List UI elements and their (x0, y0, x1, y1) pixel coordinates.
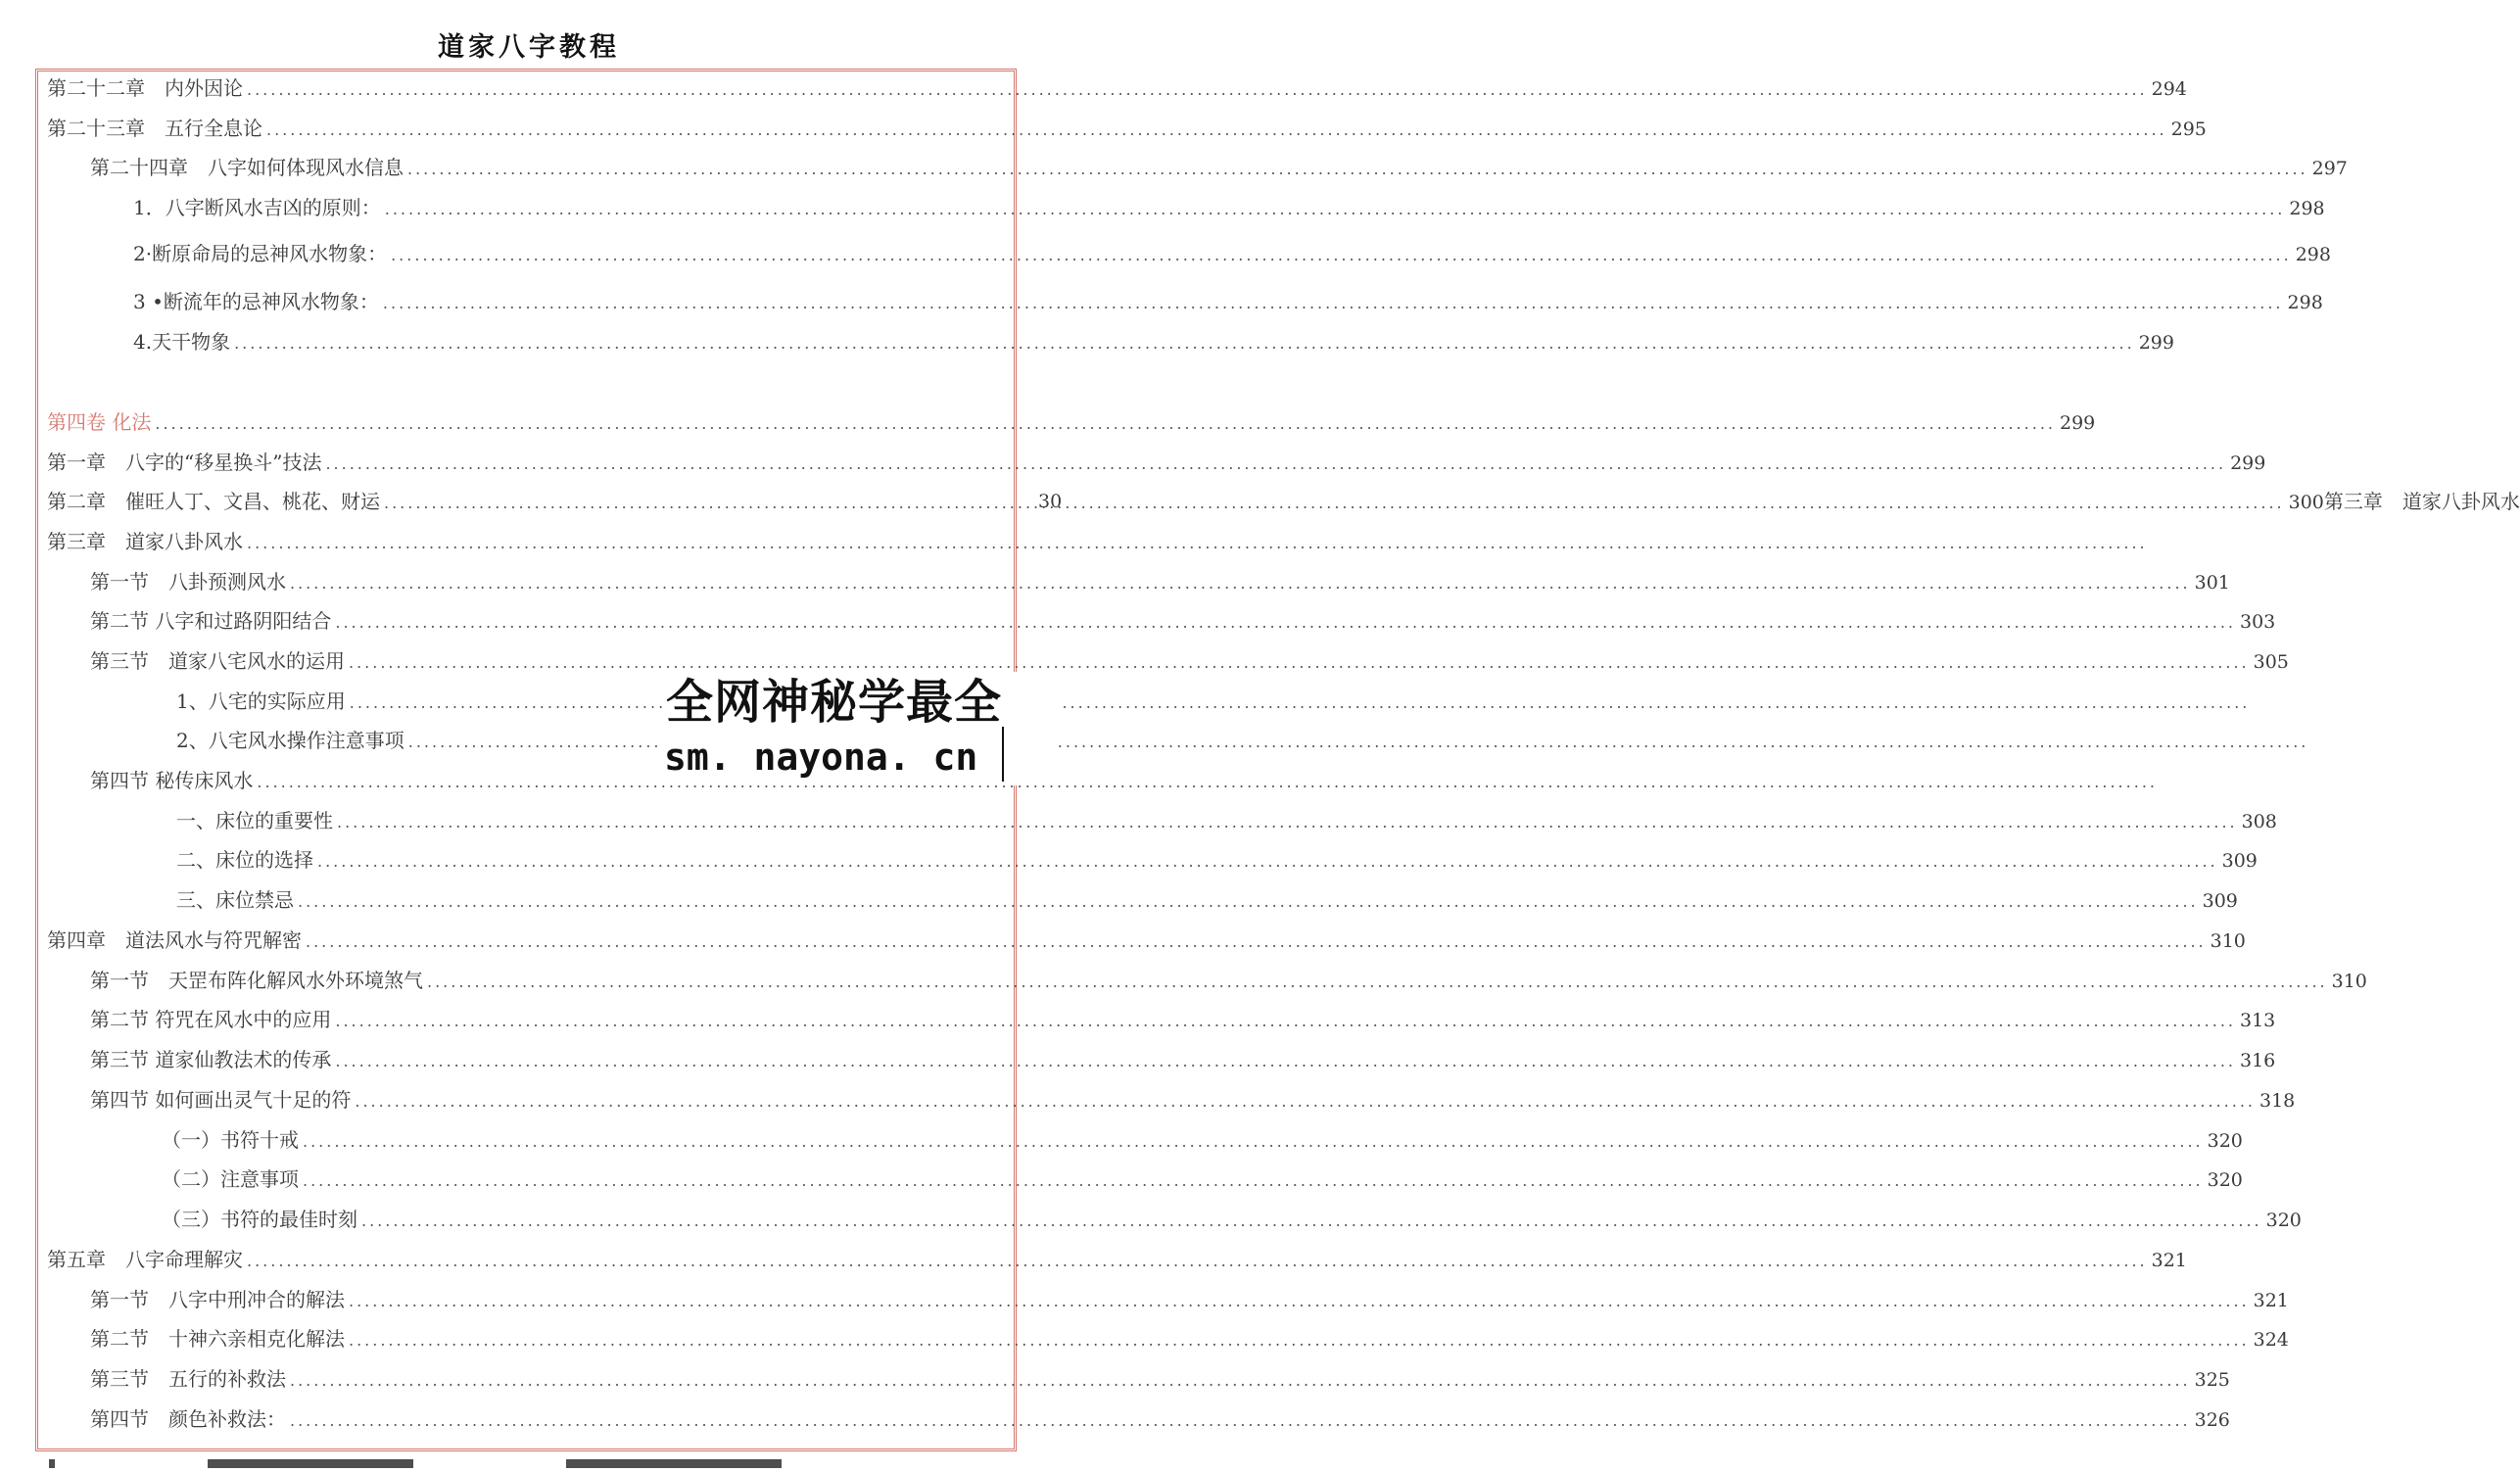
toc-entry (90, 1364, 2230, 1394)
toc-entry (162, 1164, 2243, 1194)
toc-entry-page: 324 (2253, 1329, 2289, 1351)
toc-entry-page: 299 (2138, 332, 2174, 354)
cropped-next-line (49, 1453, 1009, 1462)
toc-volume-heading (47, 407, 2096, 437)
leader-dots (355, 1087, 2256, 1116)
toc-entry (90, 1005, 2276, 1034)
leader-dots (335, 608, 2236, 638)
toc-entry-page: 294 (2151, 78, 2187, 100)
toc-entry (47, 487, 2520, 516)
leader-dots (266, 116, 2167, 145)
leader-dots (290, 1366, 2191, 1396)
toc-entry-page: 298 (2289, 198, 2325, 219)
toc-entry-title: 第四章 道法风水与符咒解密 (47, 928, 302, 952)
toc-entry-title: 第一章 八字的“移星换斗”技法 (47, 451, 322, 474)
toc-entry-title: 第二节 八字和过路阴阳结合 (90, 609, 332, 633)
leader-dots (349, 648, 2250, 678)
leader-dots (335, 1047, 2236, 1076)
leader-dots (303, 1127, 2204, 1157)
toc-entry-title: 一、床位的重要性 (176, 809, 333, 832)
leader-dots (349, 1326, 2250, 1355)
leader-dots (290, 569, 2191, 598)
toc-entry (162, 1125, 2243, 1155)
toc-entry (133, 193, 2325, 222)
leader-dots (361, 1207, 2262, 1236)
toc-entry-title: 第三节 道家八宅风水的运用 (90, 649, 345, 673)
leader-dots (306, 927, 2207, 957)
toc-entry-page: 320 (2207, 1130, 2243, 1152)
toc-entry (90, 153, 2348, 182)
toc-entry-title: 第四节 颜色补救法： (90, 1407, 286, 1431)
leader-dots (337, 808, 2238, 837)
toc-entry (90, 1324, 2289, 1353)
toc-entry-title: 3 •断流年的忌神风水物象： (133, 290, 379, 313)
leader-dots (384, 489, 2285, 518)
toc-entry (90, 1085, 2296, 1115)
toc-entry-page: 297 (2311, 158, 2348, 179)
toc-entry (90, 606, 2276, 636)
toc-entry (47, 114, 2207, 143)
toc-entry (47, 527, 1003, 556)
toc-entry-title: 第二十二章 内外因论 (47, 76, 243, 100)
toc-entry (90, 1045, 2276, 1074)
toc-entry-title: 第五章 八字命理解灾 (47, 1248, 243, 1271)
toc-entry (133, 239, 2331, 268)
toc-entry-page: 325 (2194, 1369, 2230, 1391)
toc-entry-page: 305 (2253, 651, 2289, 673)
toc-entry-title: 4.天干物象 (133, 330, 231, 354)
toc-entry-page: 298 (2287, 292, 2323, 313)
leader-dots (257, 768, 2158, 797)
toc-entry-page: 308 (2241, 811, 2277, 832)
toc-entry-page: 310 (2331, 971, 2367, 992)
toc-entry-title: 第二十四章 八字如何体现风水信息 (90, 156, 404, 179)
leader-dots (385, 195, 2286, 224)
leader-dots (391, 241, 2292, 270)
leader-dots (234, 329, 2135, 358)
toc-entry-title: 2·断原命局的忌神风水物象： (133, 242, 388, 265)
leader-dots (427, 968, 2328, 997)
toc-entry (133, 287, 2323, 316)
leader-dots (350, 689, 2251, 718)
toc-entry-title: 第一节 八字中刑冲合的解法 (90, 1288, 345, 1311)
toc-entry (47, 1245, 2187, 1274)
toc-entry-title: 二、床位的选择 (176, 848, 313, 872)
toc-entry-page: 310 (2210, 930, 2246, 952)
leader-dots (290, 1406, 2191, 1436)
leader-dots (247, 75, 2148, 105)
toc-entry-title: 第二节 十神六亲相克化解法 (90, 1327, 345, 1351)
toc-entry (90, 1285, 2289, 1314)
toc-entry-page: 326 (2194, 1409, 2230, 1431)
leader-dots (349, 1287, 2250, 1316)
toc-entry (90, 966, 2367, 995)
toc-entry-page: 318 (2258, 1090, 2296, 1112)
watermark-title: 全网神秘学最全 (666, 675, 1003, 730)
toc-entry-title: 第四卷 化法 (47, 410, 152, 434)
toc-entry-title: （一）书符十戒 (162, 1128, 299, 1152)
watermark-url: sm. nayona. cn (664, 736, 978, 779)
leader-dots (383, 289, 2284, 318)
toc-entry-page: 295 (2170, 119, 2207, 140)
toc-entry (90, 567, 2230, 596)
toc-entry-page: 321 (2151, 1250, 2187, 1271)
leader-dots (298, 887, 2199, 917)
toc-entry-title: 三、床位禁忌 (176, 888, 294, 912)
toc-entry-page: 300 (2288, 492, 2324, 513)
toc-entry (176, 806, 2277, 835)
leader-dots (247, 1247, 2148, 1276)
toc-entry-page: 313 (2239, 1010, 2276, 1031)
toc-entry-page: 316 (2239, 1050, 2276, 1071)
toc-entry-page: 301 (2194, 572, 2230, 594)
toc-entry-title: 第二十三章 五行全息论 (47, 117, 262, 140)
toc-entry-title: （三）书符的最佳时刻 (162, 1208, 357, 1231)
toc-entry-page: 299 (2230, 452, 2266, 474)
toc-entry-page: 320 (2207, 1169, 2243, 1191)
toc-entry (133, 327, 2174, 356)
toc-entry-title: 1、八宅的实际应用 (176, 689, 346, 713)
overflow-page-number: 30 (1038, 491, 1063, 512)
toc-entry (47, 73, 2187, 103)
toc-entry (162, 1205, 2302, 1234)
toc-entry-title: 第一节 八卦预测风水 (90, 570, 286, 594)
toc-entry (47, 926, 2246, 955)
toc-entry-page: 309 (2202, 890, 2238, 912)
leader-dots (335, 1007, 2236, 1036)
watermark-overlay (662, 672, 1058, 785)
toc-entry-title: 2、八宅风水操作注意事项 (176, 729, 404, 752)
leader-dots (317, 847, 2218, 877)
toc-entry-title: 第二章 催旺人丁、文昌、桃花、财运 (47, 490, 380, 513)
toc-entry-page: 299 (2059, 412, 2096, 434)
toc-entry-page: 298 (2295, 244, 2331, 265)
toc-entry-page: 303 (2239, 611, 2276, 633)
toc-entry-title: 第三章 道家八卦风水 (47, 530, 243, 553)
toc-entry (47, 448, 2266, 477)
toc-entry-title: 第三节 道家仙教法术的传承 (90, 1048, 332, 1071)
leader-dots (325, 450, 2226, 479)
leader-dots (155, 409, 2056, 439)
leader-dots (247, 529, 2148, 558)
toc-entry-title: （二）注意事项 (162, 1167, 299, 1191)
toc-entry-title: 第三节 五行的补救法 (90, 1367, 286, 1391)
leader-dots (303, 1166, 2204, 1196)
toc-entry-title: 第二节 符咒在风水中的应用 (90, 1008, 332, 1031)
toc-entry-title: 第四节 如何画出灵气十足的符 (90, 1088, 352, 1112)
toc-entry (176, 885, 2238, 915)
toc-entry (176, 845, 2258, 875)
toc-entry-title: 第一节 天罡布阵化解风水外环境煞气 (90, 969, 423, 992)
toc-entry-page: 309 (2221, 850, 2258, 872)
toc-entry-title: 第四节 秘传床风水 (90, 769, 254, 792)
toc-entry-run-on: 第三章 道家八卦风水 (2323, 490, 2520, 513)
toc-entry-page: 320 (2265, 1210, 2302, 1231)
leader-dots (407, 155, 2308, 184)
text-cursor (1002, 727, 1004, 782)
toc-entry (90, 1404, 2230, 1434)
document-title: 道家八字教程 (438, 32, 620, 63)
toc-entry-title: 1．八字断风水吉凶的原则： (133, 196, 381, 219)
toc-entry-page: 321 (2253, 1290, 2289, 1311)
